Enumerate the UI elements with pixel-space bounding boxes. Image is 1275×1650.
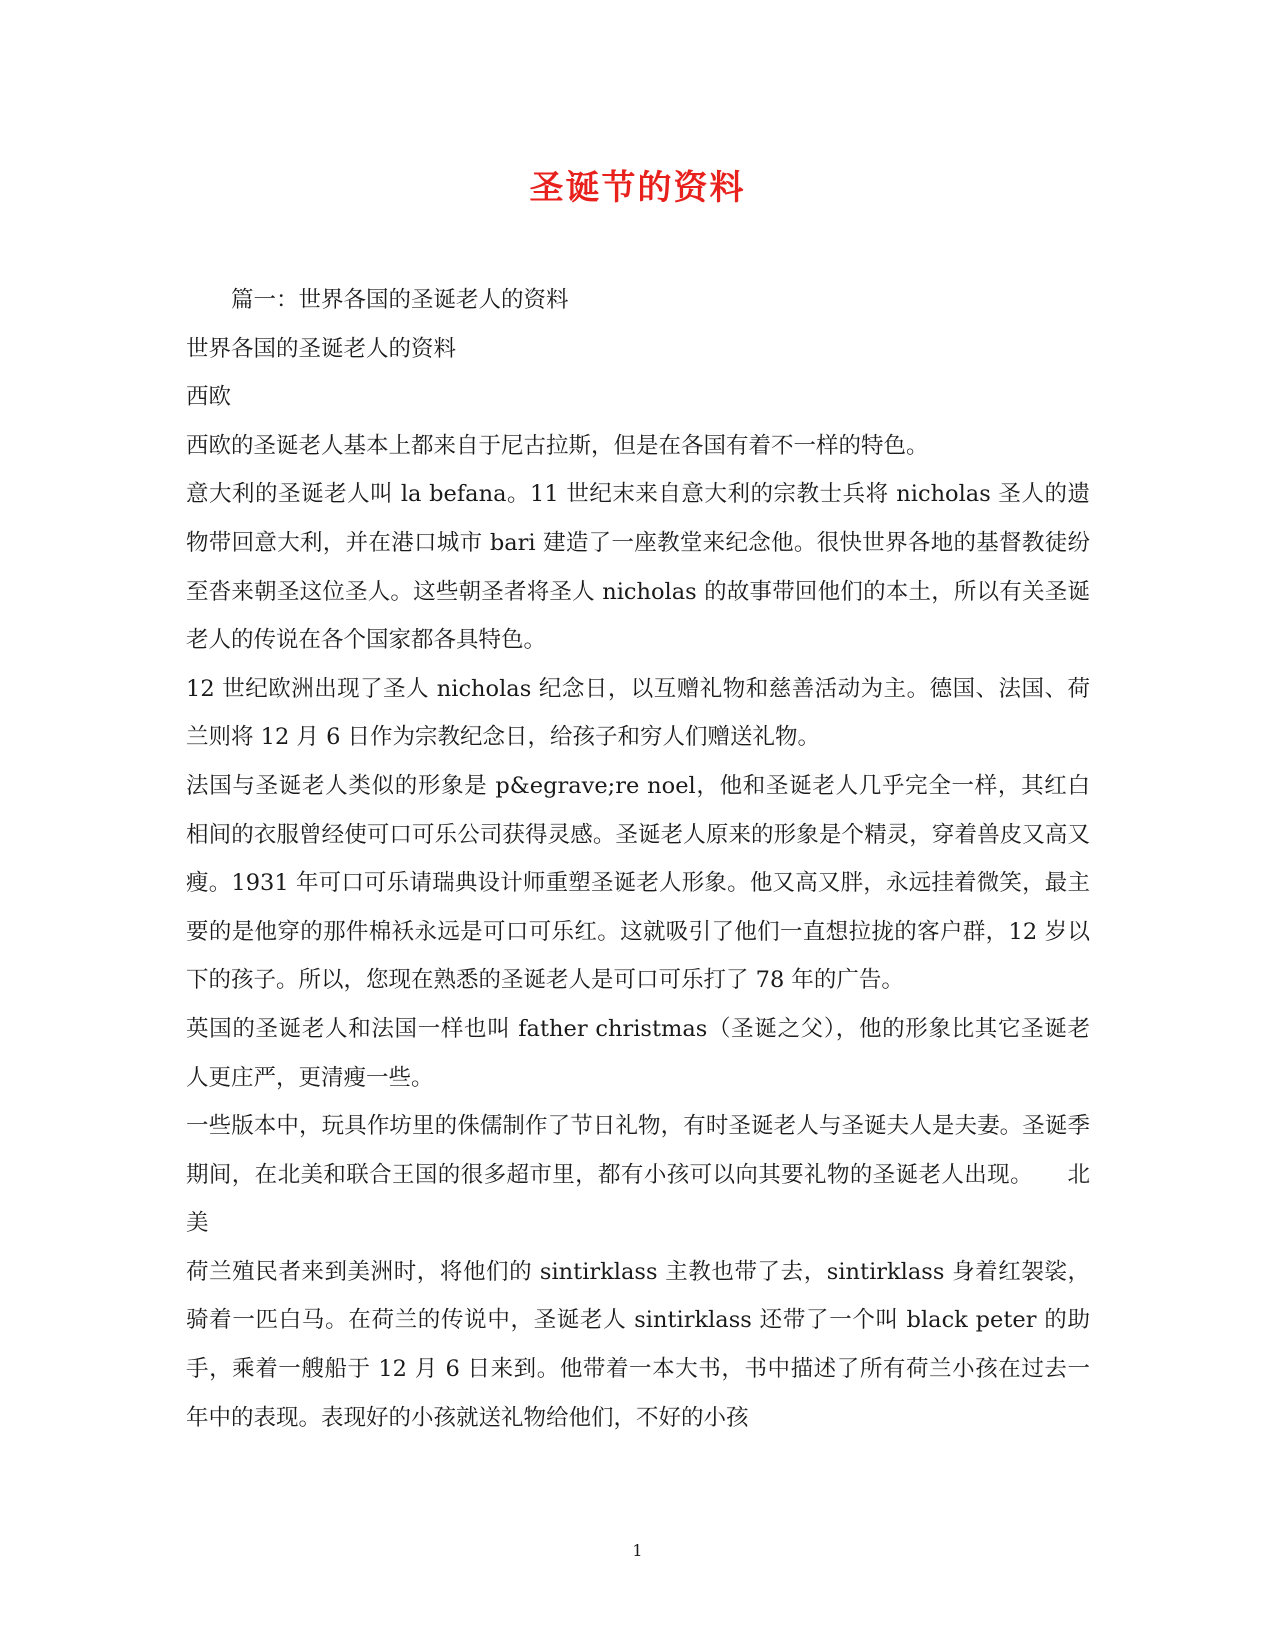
paragraph: 一些版本中，玩具作坊里的侏儒制作了节日礼物，有时圣诞老人与圣诞夫人是夫妻。圣诞季期间，在北美和联合王国的很多超市里，都有小孩可以向其要礼物的圣诞老人出现。 北美 — [186, 1113, 1090, 1237]
paragraph: 荷兰殖民者来到美洲时，将他们的 sintirklass 主教也带了去，sintirklass 身着红袈裟，骑着一匹白马。在荷兰的传说中，圣诞老人 sintirklass 还带了一个叫 black peter 的助手，乘着一艘船于 12 月 6 日来到。他带着一本大书，书中描述了所有荷兰小孩在过去一年中的表现。表现好的小孩就送礼物给他们，不好的小孩 — [186, 1258, 1090, 1431]
paragraph: 法国与圣诞老人类似的形象是 p&egrave;re noel，他和圣诞老人几乎完全一样，其红白相间的衣服曾经使可口可乐公司获得灵感。圣诞老人原来的形象是个精灵，穿着兽皮又高又瘦。1931 年可口可乐请瑞典设计师重塑圣诞老人形象。他又高又胖，永远挂着微笑，最主要的是他穿的那件棉袄永远是可口可乐红。这就吸引了他们一直想拉拢的客户群，12 岁以下的孩子。所以，您现在熟悉的圣诞老人是可口可乐打了 78 年的广告。 — [186, 772, 1090, 994]
paragraph: 西欧 — [186, 384, 232, 411]
paragraph: 英国的圣诞老人和法国一样也叫 father christmas（圣诞之父），他的形象比其它圣诞老人更庄严，更清瘦一些。 — [186, 1015, 1090, 1091]
page-number: 1 — [632, 1541, 643, 1560]
paragraph: 世界各国的圣诞老人的资料 — [186, 335, 457, 362]
paragraph: 西欧的圣诞老人基本上都来自于尼古拉斯，但是在各国有着不一样的特色。 — [186, 432, 929, 459]
section-heading: 篇一：世界各国的圣诞老人的资料 — [231, 287, 569, 313]
paragraph: 12 世纪欧洲出现了圣人 nicholas 纪念日，以互赠礼物和慈善活动为主。德国、法国、荷兰则将 12 月 6 日作为宗教纪念日，给孩子和穷人们赠送礼物。 — [186, 675, 1090, 751]
document-body — [186, 276, 1090, 1442]
document-title: 圣诞节的资料 — [529, 168, 746, 208]
paragraph: 意大利的圣诞老人叫 la befana。11 世纪末来自意大利的宗教士兵将 nicholas 圣人的遗物带回意大利，并在港口城市 bari 建造了一座教堂来纪念他。很快世界各地的基督教徒纷至沓来朝圣这位圣人。这些朝圣者将圣人 nicholas 的故事带回他们的本土，所以有关圣诞老人的传说在各个国家都各具特色。 — [186, 481, 1090, 654]
